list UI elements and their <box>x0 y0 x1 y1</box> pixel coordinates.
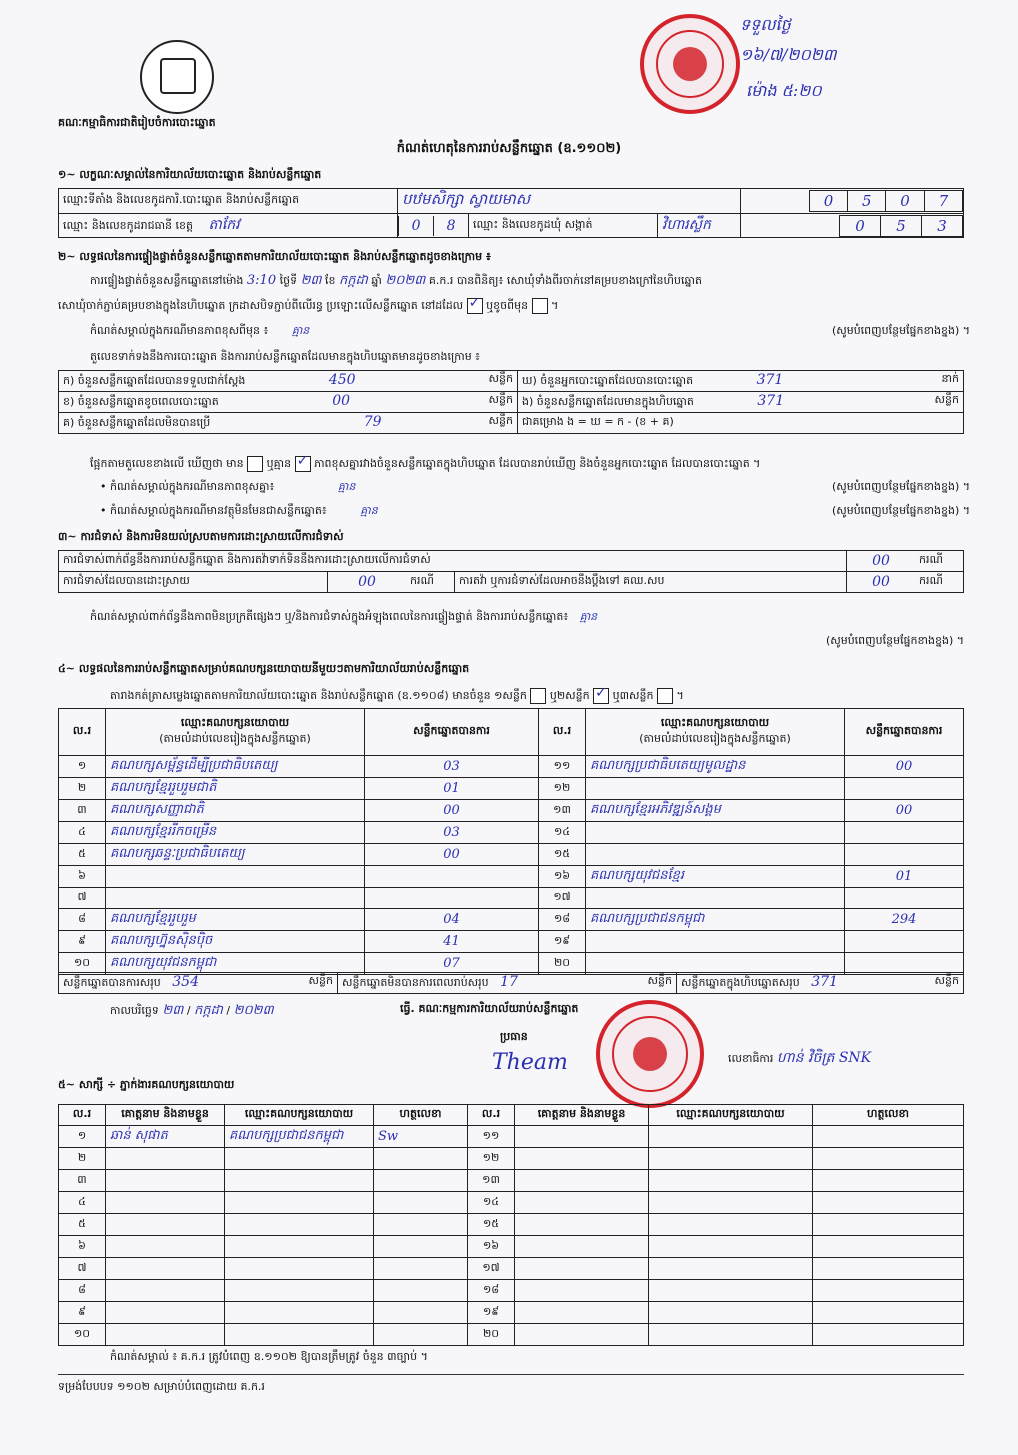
result-votes <box>845 931 964 953</box>
result-votes <box>365 866 539 888</box>
result-party <box>106 866 365 888</box>
s4-secretary-value: ហាន់ វិចិត្រ SNK <box>776 1050 872 1066</box>
witness-party[interactable]: គណបក្សប្រជាជនកម្ពុជា <box>225 1126 374 1148</box>
witness-signature[interactable] <box>374 1192 468 1214</box>
witness-row <box>59 1126 964 1148</box>
witness-party[interactable] <box>225 1192 374 1214</box>
s2-heading: ២~ លទ្ធផលនៃការផ្ទៀងផ្ទាត់ចំនួនសន្លឹកឆ្នោតតាមការិយាល័យបោះឆ្នោត និងរាប់សន្លឹកឆ្នោតដូចខាងក្រោម ៖ <box>58 250 491 263</box>
s4-date-year: ២០២៣ <box>233 1003 274 1018</box>
result-no: ១៧ <box>539 888 586 909</box>
result-votes <box>845 778 964 800</box>
result-no: ១៣ <box>539 800 586 822</box>
witness-no: ១ <box>59 1126 106 1148</box>
witness-signature[interactable] <box>813 1236 964 1258</box>
s3-case: ករណី <box>406 572 455 593</box>
result-party <box>586 822 845 844</box>
witness-name[interactable] <box>106 1170 225 1192</box>
witness-signature[interactable] <box>813 1258 964 1280</box>
result-no: ៣ <box>59 800 106 822</box>
witness-name[interactable] <box>515 1324 649 1346</box>
s4-total-valid-value: 354 <box>172 974 199 990</box>
result-row <box>59 800 964 822</box>
witness-name[interactable] <box>106 1214 225 1236</box>
result-no: ២០ <box>539 953 586 975</box>
s2-bullet2: • កំណត់សម្គាល់ក្នុងករណីមានវត្ថុមិនមែនជាសន្លឹកឆ្នោត៖ គ្មាន (សូមបំពេញបន្ថែមផ្នែកខាងខ្នង) ។ <box>100 504 970 520</box>
result-no: ៤ <box>59 822 106 844</box>
witness-no: ១៦ <box>468 1236 515 1258</box>
s2-ng-value: 371 <box>757 393 785 409</box>
witness-row <box>59 1192 964 1214</box>
s2-ng: ង) ចំនួនសន្លឹកឆ្នោតដែលមានក្នុងហិបឆ្នោត 371 សន្លឹក <box>518 392 964 413</box>
s2-line5: ផ្អែកតាមតួលេខខាងលើ ឃើញថា មាន ឬគ្មាន ✓ ភាពខុសគ្នារវាងចំនួនសន្លឹកឆ្នោតក្នុងហិបឆ្នោត ដែលបានរាប់ឃើញ និងចំនួនអ្នកបោះឆ្នោត ដែលបានបោះឆ្នោត ។ <box>90 456 970 473</box>
witness-name[interactable] <box>106 1302 225 1324</box>
result-party <box>586 931 845 953</box>
witness-signature[interactable] <box>374 1258 468 1280</box>
s5-col-sign: ហត្ថលេខា <box>374 1105 468 1126</box>
witness-signature[interactable] <box>374 1214 468 1236</box>
result-votes: 41 <box>365 931 539 953</box>
s3-table <box>58 550 964 593</box>
s2-line3-value: គ្មាន <box>291 324 310 337</box>
s3-r2-value2: 00 <box>847 572 916 593</box>
result-no: ៨ <box>59 909 106 931</box>
witness-signature[interactable] <box>813 1192 964 1214</box>
s2-line1: ការផ្ទៀងផ្ទាត់ចំនួនសន្លឹកឆ្នោតនៅម៉ោង 3:10 ថ្ងៃទី ២៣ ខែ កក្កដា ឆ្នាំ ២០២៣ គ.ក.រ បានពិនិត្យ៖ សោឃុំទាំងពីរចាក់នៅគម្របខាងក្រៅនៃហិបឆ្នោត <box>90 273 702 288</box>
witness-no: ៧ <box>59 1258 106 1280</box>
witness-name[interactable] <box>515 1148 649 1170</box>
s4-col-votes: សន្លឹកឆ្នោតបានការ <box>365 709 539 756</box>
witness-no: ១៨ <box>468 1280 515 1302</box>
witness-party[interactable] <box>649 1280 813 1302</box>
result-votes: 01 <box>365 778 539 800</box>
s4-total-valid: សន្លឹកឆ្នោតបានការសរុប 354 សន្លឹក <box>59 973 338 994</box>
s3-r2-label: ការជំទាស់ដែលបានដោះស្រាយ <box>59 572 328 593</box>
s2-gh: ឃ) ចំនួនអ្នកបោះឆ្នោតដែលបានបោះឆ្នោត 371 នាក់ <box>518 371 964 392</box>
footer-form-label: ទម្រង់បែបបទ ១១០២ សម្រាប់បំពេញដោយ គ.ក.រ <box>58 1380 265 1393</box>
result-party: គណបក្សខ្មែររួបរួម <box>106 909 365 931</box>
result-row <box>59 822 964 844</box>
witness-no: ១៥ <box>468 1214 515 1236</box>
s5-witness-table <box>58 1104 964 1346</box>
stamp-note-3: ម៉ោង ៥:២០ <box>746 81 822 100</box>
witness-party[interactable] <box>225 1258 374 1280</box>
witness-no: ២ <box>59 1148 106 1170</box>
witness-signature[interactable] <box>813 1302 964 1324</box>
s1-province: តាកែវ <box>208 217 240 233</box>
witness-party[interactable] <box>649 1236 813 1258</box>
s1-commune: វិហារស្លឹក <box>658 214 741 238</box>
witness-row <box>59 1236 964 1258</box>
checkbox-three-sheets[interactable] <box>657 688 673 704</box>
s2-bullet1: • កំណត់សម្គាល់ក្នុងករណីមានភាពខុសគ្នា៖ គ្មាន (សូមបំពេញបន្ថែមផ្នែកខាងខ្នង) ។ <box>100 480 970 496</box>
s1-code-digit: 5 <box>848 191 886 212</box>
witness-signature[interactable] <box>374 1280 468 1302</box>
result-votes: 04 <box>365 909 539 931</box>
witness-row <box>59 1148 964 1170</box>
s2-month: កក្កដា <box>339 273 368 288</box>
witness-party[interactable] <box>225 1170 374 1192</box>
result-no: ១៦ <box>539 866 586 888</box>
witness-signature[interactable] <box>374 1170 468 1192</box>
s4-chair: ប្រធាន <box>500 1030 528 1043</box>
witness-name[interactable] <box>106 1258 225 1280</box>
s1-heading: ១~ លក្ខណៈសម្គាល់នៃការិយាល័យបោះឆ្នោត និងរាប់សន្លឹកឆ្នោត <box>58 168 322 181</box>
s1-code-digit: 7 <box>924 191 962 212</box>
witness-name[interactable] <box>106 1148 225 1170</box>
witness-name[interactable] <box>515 1258 649 1280</box>
witness-row <box>59 1170 964 1192</box>
s4-date-day: ២៣ <box>162 1003 184 1018</box>
witness-name[interactable] <box>106 1236 225 1258</box>
s2-kha: ខ) ចំនួនសន្លឹកឆ្នោតខូចពេលបោះឆ្នោត 00 សន្លឹក <box>59 392 518 413</box>
s2-bullet2-value: គ្មាន <box>360 504 378 517</box>
result-votes <box>845 822 964 844</box>
s4-col-no: ល.រ <box>539 709 586 756</box>
checkbox-damaged[interactable] <box>532 298 548 314</box>
witness-no: ៨ <box>59 1280 106 1302</box>
result-party: គណបក្សប្រជាធិបតេយ្យមូលដ្ឋាន <box>586 756 845 778</box>
result-party <box>586 778 845 800</box>
witness-row <box>59 1214 964 1236</box>
s5-note: កំណត់សម្គាល់ ៖ គ.ក.រ ត្រូវបំពេញ ឧ.១១០២ ឱ្យបានត្រឹមត្រូវ ចំនួន ៣ច្បាប់ ។ <box>110 1350 428 1363</box>
official-stamp-bottom <box>596 1000 704 1108</box>
result-votes: 03 <box>365 756 539 778</box>
s3-r2-value: 00 <box>328 572 407 593</box>
s3-case: ករណី <box>915 572 964 593</box>
witness-signature[interactable] <box>374 1324 468 1346</box>
s5-col-name: គោត្តនាម និងនាមខ្លួន <box>106 1105 225 1126</box>
s4-heading: ៤~ លទ្ធផលនៃការរាប់សន្លឹកឆ្នោតសម្រាប់គណបក្សនយោបាយនីមួយៗតាមការិយាល័យរាប់សន្លឹកឆ្នោត <box>58 662 470 675</box>
s4-results-table <box>58 708 964 975</box>
witness-name[interactable] <box>106 1324 225 1346</box>
witness-party[interactable] <box>649 1258 813 1280</box>
result-party: គណបក្សហ្វ៊ុនស៊ិនប៉ិច <box>106 931 365 953</box>
result-no: ៥ <box>59 844 106 866</box>
witness-party[interactable] <box>225 1214 374 1236</box>
checkbox-intact[interactable] <box>467 298 483 314</box>
s1-code-digit: 0 <box>886 191 924 212</box>
witness-no: ១៤ <box>468 1192 515 1214</box>
witness-signature[interactable]: Sw <box>374 1126 468 1148</box>
s2-line2: សោឃុំចាក់ភ្ជាប់គម្របខាងក្នុងនៃហិបឆ្នោត ក្រដាសបិទភ្ជាប់ពីលើរន្ធ ប្រឡោះលើសន្លឹកឆ្នោត នៅដដែល ✓ ឬខូចពីមុន ។ <box>58 298 964 315</box>
result-party <box>586 888 845 909</box>
witness-name[interactable] <box>515 1302 649 1324</box>
result-no: ១០ <box>59 953 106 975</box>
s2-day: ២៣ <box>300 273 322 288</box>
s1-province-code-digit: 8 <box>434 216 468 236</box>
result-votes: 01 <box>845 866 964 888</box>
s5-col-party: ឈ្មោះគណបក្សនយោបាយ <box>649 1105 813 1126</box>
s2-fill-note: (សូមបំពេញបន្ថែមផ្នែកខាងខ្នង) ។ <box>831 504 970 517</box>
result-votes: 294 <box>845 909 964 931</box>
form-title: កំណត់ហេតុនៃការរាប់សន្លឹកឆ្នោត (ឧ.១១០២) <box>396 141 622 156</box>
s1-row1-label: ឈ្មោះទីតាំង និងលេខកូដការិ.បោះឆ្នោត និងរាប់សន្លឹកឆ្នោត <box>59 189 398 214</box>
witness-party[interactable] <box>225 1302 374 1324</box>
witness-party[interactable] <box>225 1324 374 1346</box>
result-no: ១៩ <box>539 931 586 953</box>
s2-gh-value: 371 <box>756 372 784 388</box>
witness-party[interactable] <box>649 1324 813 1346</box>
nec-logo <box>140 40 214 114</box>
checkbox-no-diff[interactable] <box>295 456 311 472</box>
witness-name[interactable] <box>515 1214 649 1236</box>
witness-row <box>59 1258 964 1280</box>
s4-total-invalid-value: 17 <box>500 974 518 990</box>
witness-party[interactable] <box>649 1192 813 1214</box>
result-party: គណបក្សយុវជនខ្មែរ <box>586 866 845 888</box>
stamp-note-1: ទទួលថ្ងៃ <box>740 15 791 34</box>
witness-name[interactable] <box>515 1280 649 1302</box>
s1-table <box>58 188 964 238</box>
result-party <box>586 844 845 866</box>
s2-time: 3:10 <box>246 273 277 288</box>
org-name: គណៈកម្មាធិការជាតិរៀបចំការបោះឆ្នោត <box>58 116 216 129</box>
witness-party[interactable] <box>649 1148 813 1170</box>
witness-no: ១៣ <box>468 1170 515 1192</box>
witness-signature[interactable] <box>374 1236 468 1258</box>
s4-total-box: សន្លឹកឆ្នោតក្នុងហិបឆ្នោតសរុប 371 សន្លឹក <box>677 973 964 994</box>
s1-row2-label: ឈ្មោះ និងលេខកូដរាជធានី ខេត្ត តាកែវ <box>59 214 398 238</box>
result-party: គណបក្សខ្មែររួបរួមជាតិ <box>106 778 365 800</box>
witness-name[interactable] <box>515 1126 649 1148</box>
s1-code-digit: 0 <box>809 191 847 212</box>
result-no: ១ <box>59 756 106 778</box>
checkbox-one-sheet[interactable] <box>530 688 546 704</box>
result-row <box>59 866 964 888</box>
s2-formula: ជាគម្រោង ង = ឃ = ក - (ខ + គ) <box>518 413 964 434</box>
result-votes: 07 <box>365 953 539 975</box>
checkbox-two-sheets[interactable] <box>593 688 609 704</box>
witness-no: ៤ <box>59 1192 106 1214</box>
witness-party[interactable] <box>649 1170 813 1192</box>
result-party: គណបក្សខ្មែររីកចម្រើន <box>106 822 365 844</box>
checkbox-has-diff[interactable] <box>247 456 263 472</box>
result-no: ៦ <box>59 866 106 888</box>
s4-intro: តារាងកត់ត្រាសម្លេងឆ្នោតតាមការិយាល័យបោះឆ្នោត និងរាប់សន្លឹកឆ្នោត (ឧ.១១០៨) មានចំនួន ១សន្លឹក ឬ២សន្លឹក ✓ ឬ៣សន្លឹក ។ <box>110 688 684 705</box>
witness-no: ៣ <box>59 1170 106 1192</box>
s5-col-sign: ហត្ថលេខា <box>813 1105 964 1126</box>
result-party <box>106 888 365 909</box>
result-votes: 00 <box>845 800 964 822</box>
s3-r1-value: 00 <box>847 551 916 572</box>
s4-total-invalid: សន្លឹកឆ្នោតមិនបានការពេលរាប់សរុប 17 សន្លឹក <box>338 973 677 994</box>
result-party: គណបក្សខ្មែរអភិវឌ្ឍន៍សង្គម <box>586 800 845 822</box>
s4-totals <box>58 972 964 994</box>
s2-count-table <box>58 370 964 434</box>
stamp-note-2: ១៦/៧/២០២៣ <box>740 45 837 64</box>
s2-bullet1-value: គ្មាន <box>337 480 356 493</box>
witness-row <box>59 1302 964 1324</box>
witness-no: ៥ <box>59 1214 106 1236</box>
witness-no: ៦ <box>59 1236 106 1258</box>
result-votes: 00 <box>365 844 539 866</box>
result-no: ១៤ <box>539 822 586 844</box>
result-party: គណបក្សយុវជនកម្ពុជា <box>106 953 365 975</box>
result-no: ១១ <box>539 756 586 778</box>
s2-line3: កំណត់សម្គាល់ក្នុងករណីមានភាពខុសពីមុន ៖ គ្មាន (សូមបំពេញបន្ថែមផ្នែកខាងខ្នង) ។ <box>90 324 970 337</box>
result-row <box>59 888 964 909</box>
result-party: គណបក្សសម្ព័ន្ធដើម្បីប្រជាធិបតេយ្យ <box>106 756 365 778</box>
result-votes: 00 <box>845 756 964 778</box>
result-no: ៩ <box>59 931 106 953</box>
witness-party[interactable] <box>225 1280 374 1302</box>
s4-committee: ធ្វើ. គណៈកម្មការការិយាល័យរាប់សន្លឹកឆ្នោត <box>400 1002 579 1015</box>
s4-col-votes: សន្លឹកឆ្នោតបានការ <box>845 709 964 756</box>
result-row <box>59 756 964 778</box>
s5-col-party: ឈ្មោះគណបក្សនយោបាយ <box>225 1105 374 1126</box>
result-row <box>59 909 964 931</box>
result-row <box>59 778 964 800</box>
result-no: ១៨ <box>539 909 586 931</box>
witness-signature[interactable] <box>374 1148 468 1170</box>
result-votes <box>845 888 964 909</box>
witness-name[interactable] <box>106 1280 225 1302</box>
s2-fill-note: (សូមបំពេញបន្ថែមផ្នែកខាងខ្នង) ។ <box>831 480 970 493</box>
witness-signature[interactable] <box>374 1302 468 1324</box>
s3-fill-note: (សូមបំពេញបន្ថែមផ្នែកខាងខ្នង) ។ <box>825 634 964 647</box>
official-stamp-top <box>640 14 740 114</box>
s3-heading: ៣~ ការជំទាស់ និងការមិនយល់ស្របតាមការដោះស្រាយលើការជំទាស់ <box>58 530 344 543</box>
result-no: ១៥ <box>539 844 586 866</box>
result-no: ៧ <box>59 888 106 909</box>
s1-row2-label2: ឈ្មោះ និងលេខកូដឃុំ សង្កាត់ <box>469 214 658 238</box>
witness-name[interactable]: ឆាន់ សុផាត <box>106 1126 225 1148</box>
s2-ko-value: 79 <box>363 414 382 430</box>
result-votes <box>845 844 964 866</box>
witness-name[interactable] <box>515 1170 649 1192</box>
s1-commune-code-digit: 3 <box>921 215 962 236</box>
result-party: គណបក្សសញ្ញាជាតិ <box>106 800 365 822</box>
s1-commune-code-digit: 0 <box>839 215 880 236</box>
witness-no: ១២ <box>468 1148 515 1170</box>
s4-col-party: ឈ្មោះគណបក្សនយោបាយ (តាមលំដាប់លេខរៀងក្នុងសន្លឹកឆ្នោត) <box>106 709 365 756</box>
witness-signature[interactable] <box>813 1324 964 1346</box>
s3-note-value: គ្មាន <box>579 610 598 623</box>
s1-province-code-digit: 0 <box>399 216 434 236</box>
witness-name[interactable] <box>106 1192 225 1214</box>
s4-date: កាលបរិច្ឆេទ ២៣ / កក្កដា / ២០២៣ <box>110 1003 274 1018</box>
witness-name[interactable] <box>515 1236 649 1258</box>
s3-r2-label2: ការតវ៉ា ឬការជំទាស់ដែលអាចនឹងប្តឹងទៅ គឈ.សប <box>455 572 847 593</box>
result-row <box>59 931 964 953</box>
s2-ko: គ) ចំនួនសន្លឹកឆ្នោតដែលមិនបានប្រើ 79 សន្លឹក <box>59 413 518 434</box>
witness-no: ១៩ <box>468 1302 515 1324</box>
witness-signature[interactable] <box>813 1148 964 1170</box>
result-no: ១២ <box>539 778 586 800</box>
result-no: ២ <box>59 778 106 800</box>
s2-year: ២០២៣ <box>385 273 426 288</box>
result-votes <box>365 888 539 909</box>
witness-row <box>59 1324 964 1346</box>
witness-signature[interactable] <box>813 1280 964 1302</box>
witness-name[interactable] <box>515 1192 649 1214</box>
s4-date-month: កក្កដា <box>194 1003 223 1018</box>
s5-col-no: ល.រ <box>59 1105 106 1126</box>
s2-kha-value: 00 <box>332 393 351 409</box>
s2-ka: ក) ចំនួនសន្លឹកឆ្នោតដែលបានទទួលជាក់ស្តែង 450 សន្លឹក <box>59 371 518 392</box>
s1-school-name: បឋមសិក្សា ស្វាយមាស <box>398 189 741 214</box>
result-party: គណបក្សឆន្ទៈប្រជាធិបតេយ្យ <box>106 844 365 866</box>
result-party: គណបក្សប្រជាជនកម្ពុជា <box>586 909 845 931</box>
witness-no: ១៧ <box>468 1258 515 1280</box>
witness-signature[interactable] <box>813 1126 964 1148</box>
witness-row <box>59 1280 964 1302</box>
witness-no: ២០ <box>468 1324 515 1346</box>
s3-note: កំណត់សម្គាល់ពាក់ព័ន្ធនឹងភាពមិនប្រក្រតីផ្សេងៗ ឬ/និងការជំទាស់ក្នុងអំឡុងពេលនៃការផ្ទៀងផ្ទាត់ និងការរាប់សន្លឹកឆ្នោត៖ គ្មាន <box>90 610 598 623</box>
s5-col-no: ល.រ <box>468 1105 515 1126</box>
witness-no: ១០ <box>59 1324 106 1346</box>
s4-total-box-value: 371 <box>811 974 838 990</box>
s3-case: ករណី <box>915 551 964 572</box>
s2-line4: តួលេខទាក់ទងនឹងការបោះឆ្នោត និងការរាប់សន្លឹកឆ្នោតដែលមានក្នុងហិបឆ្នោតមានដូចខាងក្រោម ៖ <box>90 350 481 363</box>
s5-heading: ៥~ សាក្សី ÷ ភ្នាក់ងារគណបក្សនយោបាយ <box>58 1078 235 1091</box>
witness-party[interactable] <box>649 1302 813 1324</box>
witness-signature[interactable] <box>813 1170 964 1192</box>
s4-col-no: ល.រ <box>59 709 106 756</box>
witness-party[interactable] <box>649 1126 813 1148</box>
witness-no: ១១ <box>468 1126 515 1148</box>
s3-r1-label: ការជំទាស់ពាក់ព័ន្ធនឹងការរាប់សន្លឹកឆ្នោត និងការតវ៉ាទាក់ទិននឹងការដោះស្រាយលើការជំទាស់ <box>59 551 847 572</box>
witness-party[interactable] <box>649 1214 813 1236</box>
result-votes: 03 <box>365 822 539 844</box>
s1-commune-code-digit: 5 <box>880 215 921 236</box>
s4-col-party: ឈ្មោះគណបក្សនយោបាយ (តាមលំដាប់លេខរៀងក្នុងសន្លឹកឆ្នោត) <box>586 709 845 756</box>
witness-signature[interactable] <box>813 1214 964 1236</box>
result-votes: 00 <box>365 800 539 822</box>
s2-ka-value: 450 <box>328 372 356 388</box>
witness-no: ៩ <box>59 1302 106 1324</box>
s5-col-name: គោត្តនាម និងនាមខ្លួន <box>515 1105 649 1126</box>
witness-party[interactable] <box>225 1148 374 1170</box>
s4-secretary: លេខាធិការ ហាន់ វិចិត្រ SNK <box>728 1050 872 1066</box>
s4-chair-signature: Theam <box>492 1050 568 1075</box>
witness-party[interactable] <box>225 1236 374 1258</box>
result-row <box>59 844 964 866</box>
footer-divider <box>58 1374 964 1375</box>
